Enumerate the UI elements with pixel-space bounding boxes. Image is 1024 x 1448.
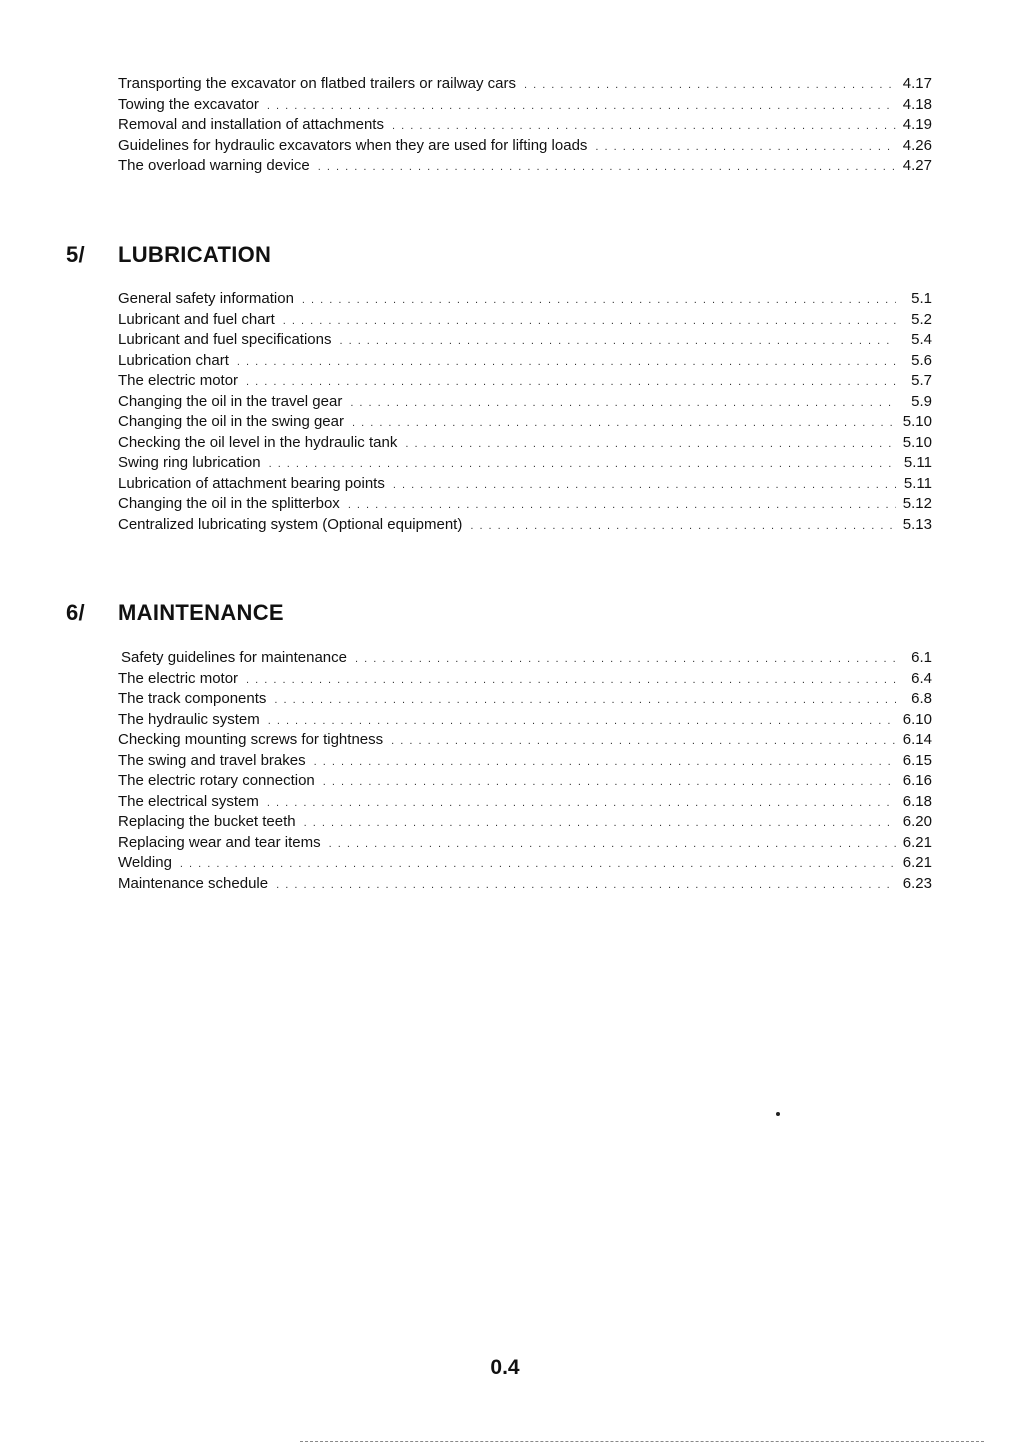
toc-entry[interactable]	[118, 474, 932, 495]
toc-entry[interactable]	[118, 853, 932, 874]
toc-entry[interactable]	[118, 494, 932, 515]
toc-entry[interactable]	[118, 289, 932, 310]
toc-entry-page: 5.11	[903, 474, 932, 492]
toc-entry-page: 6.20	[902, 813, 932, 830]
section-heading-maintenance	[0, 600, 1024, 630]
toc-entry-title: Lubrication of attachment bearing points	[118, 474, 385, 492]
toc-entry-title: Lubricant and fuel chart	[118, 310, 275, 328]
toc-entry-title: Safety guidelines for maintenance	[121, 649, 347, 666]
dot-leader	[524, 75, 896, 96]
toc-entry-page: 4.17	[902, 75, 932, 92]
dot-leader	[237, 352, 896, 373]
toc-entry-page: 5.7	[911, 372, 932, 389]
dot-leader	[267, 96, 896, 117]
toc-entry-title: Swing ring lubrication	[118, 454, 261, 471]
dot-leader	[302, 290, 896, 311]
dot-leader	[339, 331, 896, 352]
toc-entry[interactable]	[118, 689, 932, 710]
toc-entry-page: 5.13	[902, 515, 932, 533]
toc-entry[interactable]	[118, 412, 932, 433]
section-title: LUBRICATION	[118, 242, 272, 267]
toc-entry-title: General safety information	[118, 290, 294, 307]
toc-entry-title: Changing the oil in the swing gear	[118, 413, 344, 430]
toc-entry[interactable]	[118, 74, 932, 95]
toc-entry-title: Removal and installation of attachments	[118, 116, 384, 133]
toc-entry-title: Centralized lubricating system (Optional equipment)	[118, 515, 463, 533]
toc-entry-page: 4.19	[902, 116, 932, 133]
dot-leader	[348, 495, 896, 516]
toc-entry-title: Maintenance schedule	[118, 874, 269, 892]
toc-entry[interactable]	[118, 310, 932, 331]
toc-entry[interactable]	[118, 792, 932, 813]
toc-entry-title: The electric motor	[118, 669, 239, 687]
scan-speck	[776, 1112, 780, 1116]
dot-leader	[355, 649, 896, 670]
toc-entry-title: Replacing the bucket teeth	[118, 813, 296, 830]
dot-leader	[350, 393, 896, 414]
toc-entry-page: 4.18	[902, 95, 932, 113]
toc-entry-title: The electric motor	[118, 372, 239, 389]
toc-entry-page: 6.8	[911, 690, 932, 707]
toc-entry-title: The overload warning device	[118, 157, 310, 174]
dot-leader	[314, 752, 896, 773]
toc-entry[interactable]	[118, 371, 932, 392]
toc-entry-title: Changing the oil in the splitterbox	[118, 495, 340, 512]
toc-entry-page: 6.21	[902, 854, 932, 871]
toc-entry[interactable]	[118, 669, 932, 690]
toc-entry[interactable]	[118, 751, 932, 772]
section-number: 5/	[66, 242, 85, 267]
dot-leader	[318, 157, 896, 178]
dot-leader	[323, 772, 896, 793]
section-heading-lubrication	[0, 242, 1024, 272]
dot-leader	[392, 116, 896, 137]
dot-leader	[246, 372, 896, 393]
toc-entry-page: 5.12	[902, 495, 932, 512]
dot-leader	[352, 413, 896, 434]
toc-continued-list	[118, 74, 932, 177]
toc-entry-title: Checking the oil level in the hydraulic tank	[118, 433, 398, 451]
dot-leader	[405, 434, 896, 455]
toc-entry[interactable]	[118, 95, 932, 116]
dot-leader	[391, 731, 896, 752]
toc-entry[interactable]	[118, 156, 932, 177]
toc-entry-title: Welding	[118, 854, 172, 871]
toc-entry[interactable]	[118, 330, 932, 351]
toc-entry-title: The track components	[118, 690, 267, 707]
dot-leader	[267, 793, 896, 814]
toc-entry-page: 6.16	[902, 772, 932, 789]
bottom-edge-line	[300, 1441, 984, 1442]
toc-entry-title: The electric rotary connection	[118, 772, 315, 789]
dot-leader	[393, 475, 896, 496]
toc-entry-page: 6.14	[902, 731, 932, 748]
toc-entry[interactable]	[118, 812, 932, 833]
toc-entry-title: Changing the oil in the travel gear	[118, 392, 343, 410]
toc-entry-page: 4.26	[902, 136, 932, 154]
toc-entry-title: Guidelines for hydraulic excavators when they are used for lifting loads	[118, 136, 588, 154]
toc-entry-page: 6.23	[902, 874, 932, 892]
toc-maintenance-list	[118, 648, 932, 894]
page-number: 0.4	[490, 1356, 520, 1379]
toc-entry[interactable]	[118, 648, 932, 669]
toc-entry-title: Towing the excavator	[118, 95, 259, 113]
toc-entry[interactable]	[118, 710, 932, 731]
toc-entry-page: 5.10	[902, 433, 932, 451]
toc-entry-page: 5.9	[911, 392, 932, 410]
dot-leader	[269, 454, 896, 475]
toc-entry-title: The hydraulic system	[118, 710, 260, 728]
dot-leader	[304, 813, 896, 834]
toc-entry-page: 5.2	[911, 310, 932, 328]
toc-entry-title: Replacing wear and tear items	[118, 833, 321, 851]
toc-entry-page: 6.21	[902, 833, 932, 851]
toc-entry-page: 6.18	[902, 792, 932, 810]
toc-entry[interactable]	[118, 392, 932, 413]
toc-entry-page: 4.27	[902, 157, 932, 174]
toc-entry[interactable]	[118, 874, 932, 895]
dot-leader	[180, 854, 896, 875]
toc-entry[interactable]	[118, 515, 932, 536]
toc-entry-page: 6.15	[902, 751, 932, 769]
dot-leader	[246, 670, 896, 691]
dot-leader	[276, 875, 896, 896]
dot-leader	[329, 834, 896, 855]
toc-entry[interactable]	[118, 433, 932, 454]
dot-leader	[283, 311, 896, 332]
toc-entry-page: 5.10	[902, 413, 932, 430]
toc-entry[interactable]	[118, 453, 932, 474]
toc-entry-page: 5.4	[911, 331, 932, 348]
toc-entry-page: 6.10	[902, 710, 932, 728]
toc-entry-page: 6.1	[911, 649, 932, 666]
toc-entry-title: Lubrication chart	[118, 351, 229, 369]
toc-entry-title: The electrical system	[118, 792, 259, 810]
toc-entry[interactable]	[118, 833, 932, 854]
toc-entry[interactable]	[118, 115, 932, 136]
dot-leader	[274, 690, 896, 711]
toc-lubrication-list	[118, 289, 932, 535]
dot-leader	[470, 516, 896, 537]
toc-entry-title: Checking mounting screws for tightness	[118, 731, 384, 748]
toc-entry-title: The swing and travel brakes	[118, 751, 306, 769]
toc-entry-page: 5.6	[911, 351, 932, 369]
toc-entry[interactable]	[118, 730, 932, 751]
section-number: 6/	[66, 600, 85, 625]
toc-entry-page: 5.1	[911, 290, 932, 307]
toc-entry-page: 5.11	[903, 454, 932, 471]
toc-entry[interactable]	[118, 351, 932, 372]
toc-entry[interactable]	[118, 771, 932, 792]
toc-entry-page: 6.4	[911, 669, 932, 687]
toc-entry-title: Lubricant and fuel specifications	[118, 331, 332, 348]
dot-leader	[595, 137, 896, 158]
section-title: MAINTENANCE	[118, 600, 284, 625]
toc-entry-title: Transporting the excavator on flatbed trailers or railway cars	[118, 75, 516, 92]
toc-entry[interactable]	[118, 136, 932, 157]
dot-leader	[268, 711, 896, 732]
